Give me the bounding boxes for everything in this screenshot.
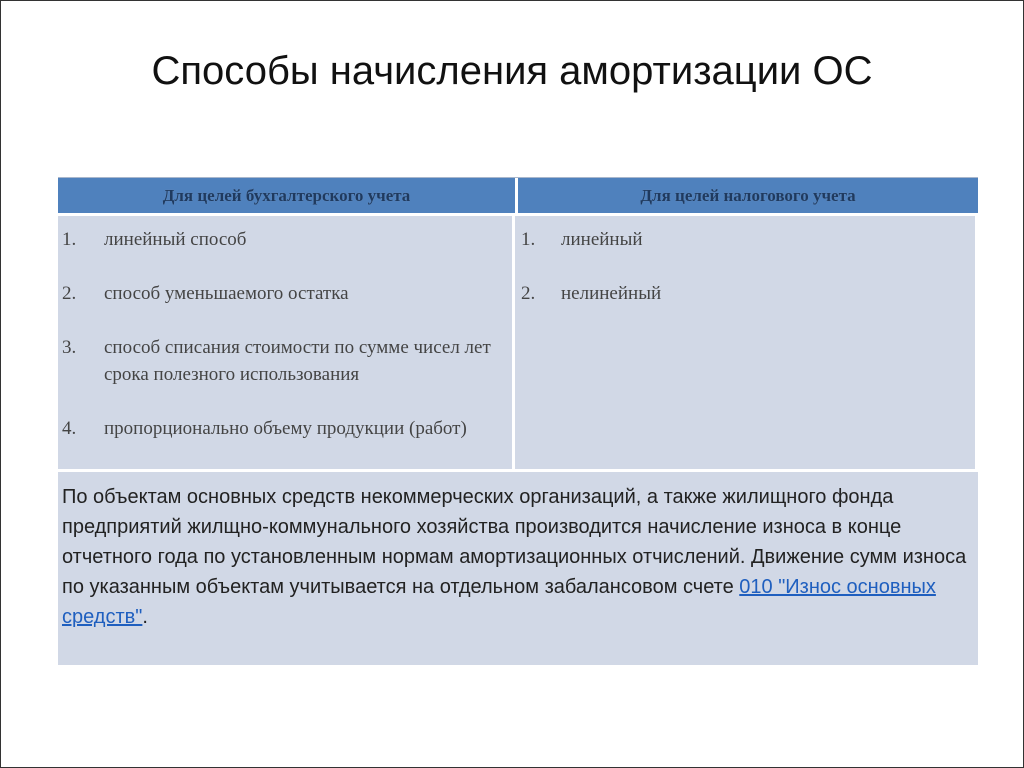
note-text-end: . [142, 606, 148, 628]
list-item [58, 226, 512, 253]
note-paragraph [58, 472, 978, 665]
list-text: линейный способ [104, 229, 247, 250]
list-item [58, 334, 512, 388]
header-accounting: Для целей бухгалтерского учета [58, 178, 518, 213]
note-text: По объектам основных средств некоммерческих организаций, а также жилищного фонда предприятий жилщно-коммунального хозяйства производится начисление износа в конце отчетного года по установленным нормам амортизационных отчислений. Движение сумм износа по указанным объектам учитывается на отдельном забалансовом счете [62, 486, 967, 598]
list-text: линейный [561, 229, 643, 250]
list-text: пропорционально объему продукции (работ) [104, 418, 467, 439]
list-number: 2. [62, 283, 77, 304]
account-link[interactable]: 010 "Износ основных средств" [62, 576, 936, 628]
tax-list [515, 216, 975, 469]
list-item [515, 280, 975, 307]
list-text: способ списания стоимости по сумме чисел лет срока полезного использования [104, 337, 491, 385]
list-item [515, 226, 975, 253]
accounting-list [58, 216, 515, 469]
methods-table [58, 177, 978, 665]
list-number: 1. [521, 229, 536, 250]
list-number: 1. [62, 229, 77, 250]
table-body-row [58, 216, 978, 469]
list-text: способ уменьшаемого остатка [104, 283, 349, 304]
list-text: нелинейный [561, 283, 662, 304]
list-item [58, 280, 512, 307]
list-item [58, 415, 512, 442]
list-number: 2. [521, 283, 536, 304]
list-number: 4. [62, 418, 77, 439]
table-header-row [58, 177, 978, 213]
list-number: 3. [62, 337, 77, 358]
header-tax: Для целей налогового учета [640, 185, 856, 205]
slide-title: Способы начисления амортизации ОС [151, 49, 873, 93]
